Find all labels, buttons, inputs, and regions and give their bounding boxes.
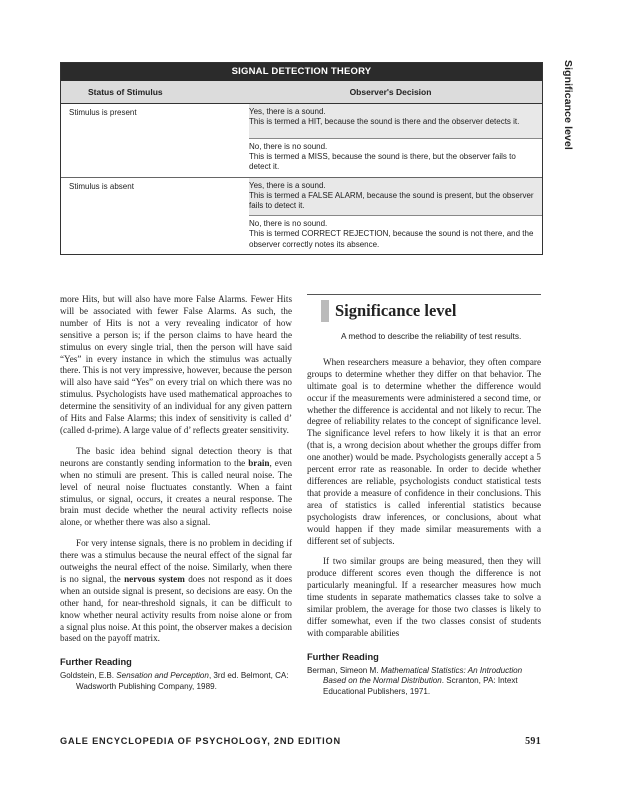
text-run: The basic idea behind signal detection theory is that neurons are constantly sending information to the <box>60 445 292 468</box>
reference-entry <box>60 671 292 693</box>
body-paragraph: If two similar groups are being measured, then they will produce different scores even though the difference is not particularly meaningful. If a researcher measures how much time students in separate mathematics classes take to solve a similar problem, the average for those two classes is likely to differ somewhat, even if the two classes consist of students with comparable abilities <box>307 556 541 638</box>
ref-author: Berman, Simeon M. <box>307 665 381 675</box>
decision-answer: No, there is no sound. <box>249 219 328 229</box>
running-header: Significance level <box>562 60 574 150</box>
table-row-stimulus-present <box>61 104 542 178</box>
header-observers-decision: Observer's Decision <box>349 87 432 97</box>
decision-explanation: This is termed a FALSE ALARM, because the sound is present, but the observer fails to detect it. <box>249 190 534 211</box>
decision-cells <box>249 178 542 254</box>
ref-rest: , 3rd ed. Belmont, CA: Wadsworth Publishing Company, 1989. <box>76 671 289 692</box>
stimulus-cell: Stimulus is absent <box>69 181 134 191</box>
left-column <box>60 294 292 693</box>
body-paragraph <box>60 446 292 529</box>
footer-publication: GALE ENCYCLOPEDIA OF PSYCHOLOGY, 2ND EDITION <box>60 736 341 746</box>
body-paragraph <box>60 538 292 645</box>
decision-cells <box>249 104 542 177</box>
table-title: SIGNAL DETECTION THEORY <box>61 63 542 81</box>
text-run: does not respond as it does when an outside signal is present, so decisions are easy. On the other hand, for near-threshold signals, it can be difficult to know whether neural activity results from noise alone or from a signal plus noise. At this point, the observer makes a decision based on the payoff matrix. <box>60 573 292 644</box>
decision-explanation: This is termed CORRECT REJECTION, because the sound is not there, and the observer correctly notes its absence. <box>249 229 534 249</box>
signal-detection-table <box>60 62 543 255</box>
header-status-of-stimulus: Status of Stimulus <box>88 87 163 97</box>
entry-header <box>307 294 541 323</box>
ref-author: Goldstein, E.B. <box>60 671 117 681</box>
further-reading-heading: Further Reading <box>307 651 379 662</box>
decision-false-alarm <box>249 178 542 216</box>
decision-explanation: This is termed a HIT, because the sound is there and the observer detects it. <box>249 117 520 127</box>
further-reading-heading: Further Reading <box>60 657 132 668</box>
page-number: 591 <box>525 736 541 747</box>
ref-title: Sensation and Perception <box>116 671 209 681</box>
decision-explanation: This is termed a MISS, because the sound is there, but the observer fails to detect it. <box>249 152 516 172</box>
text-run: , even when no stimuli are present. This is called neural noise. The level of neural noise fluctuates constantly. When a faint stimulus, or signal, occurs, it creates a neural response. The brain must decide whether the neural activity reflects noise alone, or whether there was also a signal. <box>60 457 292 528</box>
text-run: For very intense signals, there is no problem in deciding if there was a stimulus because the neural effect of the signal far outweighs the neural effect of the noise. Similarly, when there is no signal, the <box>60 538 292 584</box>
bold-term-brain: brain <box>248 457 270 468</box>
heading-accent-bar <box>321 300 329 322</box>
table-header-row <box>61 81 542 104</box>
decision-answer: No, there is no sound. <box>249 142 328 151</box>
bold-term-nervous-system: nervous system <box>124 573 185 584</box>
decision-hit <box>249 104 542 138</box>
page-footer <box>60 736 541 747</box>
stimulus-cell: Stimulus is present <box>69 108 137 117</box>
entry-title-row <box>307 299 541 323</box>
decision-answer: Yes, there is a sound. <box>249 180 326 190</box>
entry-title: Significance level <box>335 301 457 321</box>
decision-miss <box>249 138 542 177</box>
right-column <box>307 294 541 698</box>
decision-correct-rejection <box>249 215 542 254</box>
body-paragraph: more Hits, but will also have more False Alarms. Fewer Hits will be associated with fewer False Alarms. As such, the number of Hits is not a very revealing indicator of how sensitive a person is; if the person claims to have heard the stimulus on every single trial, then the person will have said “Yes” in every instance in which the stimulus was actually there. This is not very impressive, however, because the person will also have said “Yes” on every trial on which there was no stimulus. Psychologists have used mathematical approaches to determine the sensitivity of an individual for any given pattern of Hits and False Alarms; this index of sensitivity is called d’ (called d-prime). A large value of d’ reflects greater sensitivity. <box>60 294 292 435</box>
ref-title: Mathematical Statistics: An Introduction Based on the Normal Distribution <box>323 665 523 686</box>
decision-answer: Yes, there is a sound. <box>249 107 326 116</box>
entry-subtitle: A method to describe the reliability of test results. <box>341 331 522 341</box>
table-row-stimulus-absent <box>61 178 542 254</box>
reference-entry <box>307 666 541 698</box>
body-paragraph: When researchers measure a behavior, they often compare groups to determine whether they differ on that behavior. The ultimate goal is to determine whether the difference would occur if the measurements were administered a second time, or whether the difference is accidental and not likely to recur. The degree of reliability relates to the concept of significance level. The significance level refers to how likely it is that an error (that is, a wrong decision about whether the groups differ from one another) would be made. Psychologists generally accept a 5 percent error rate as reasonable. In order to decide whether differences are reliable, psychologists conduct statistical tests that provide a measure of confidence in their conclusions. This area of statistics is called inferential statistics because psychologists draw inferences, or conclusions, about what would happen if they made similar measurements with a different set of subjects. <box>307 356 541 546</box>
ref-rest: . Scranton, PA: Intext Educational Publishers, 1971. <box>323 676 518 697</box>
